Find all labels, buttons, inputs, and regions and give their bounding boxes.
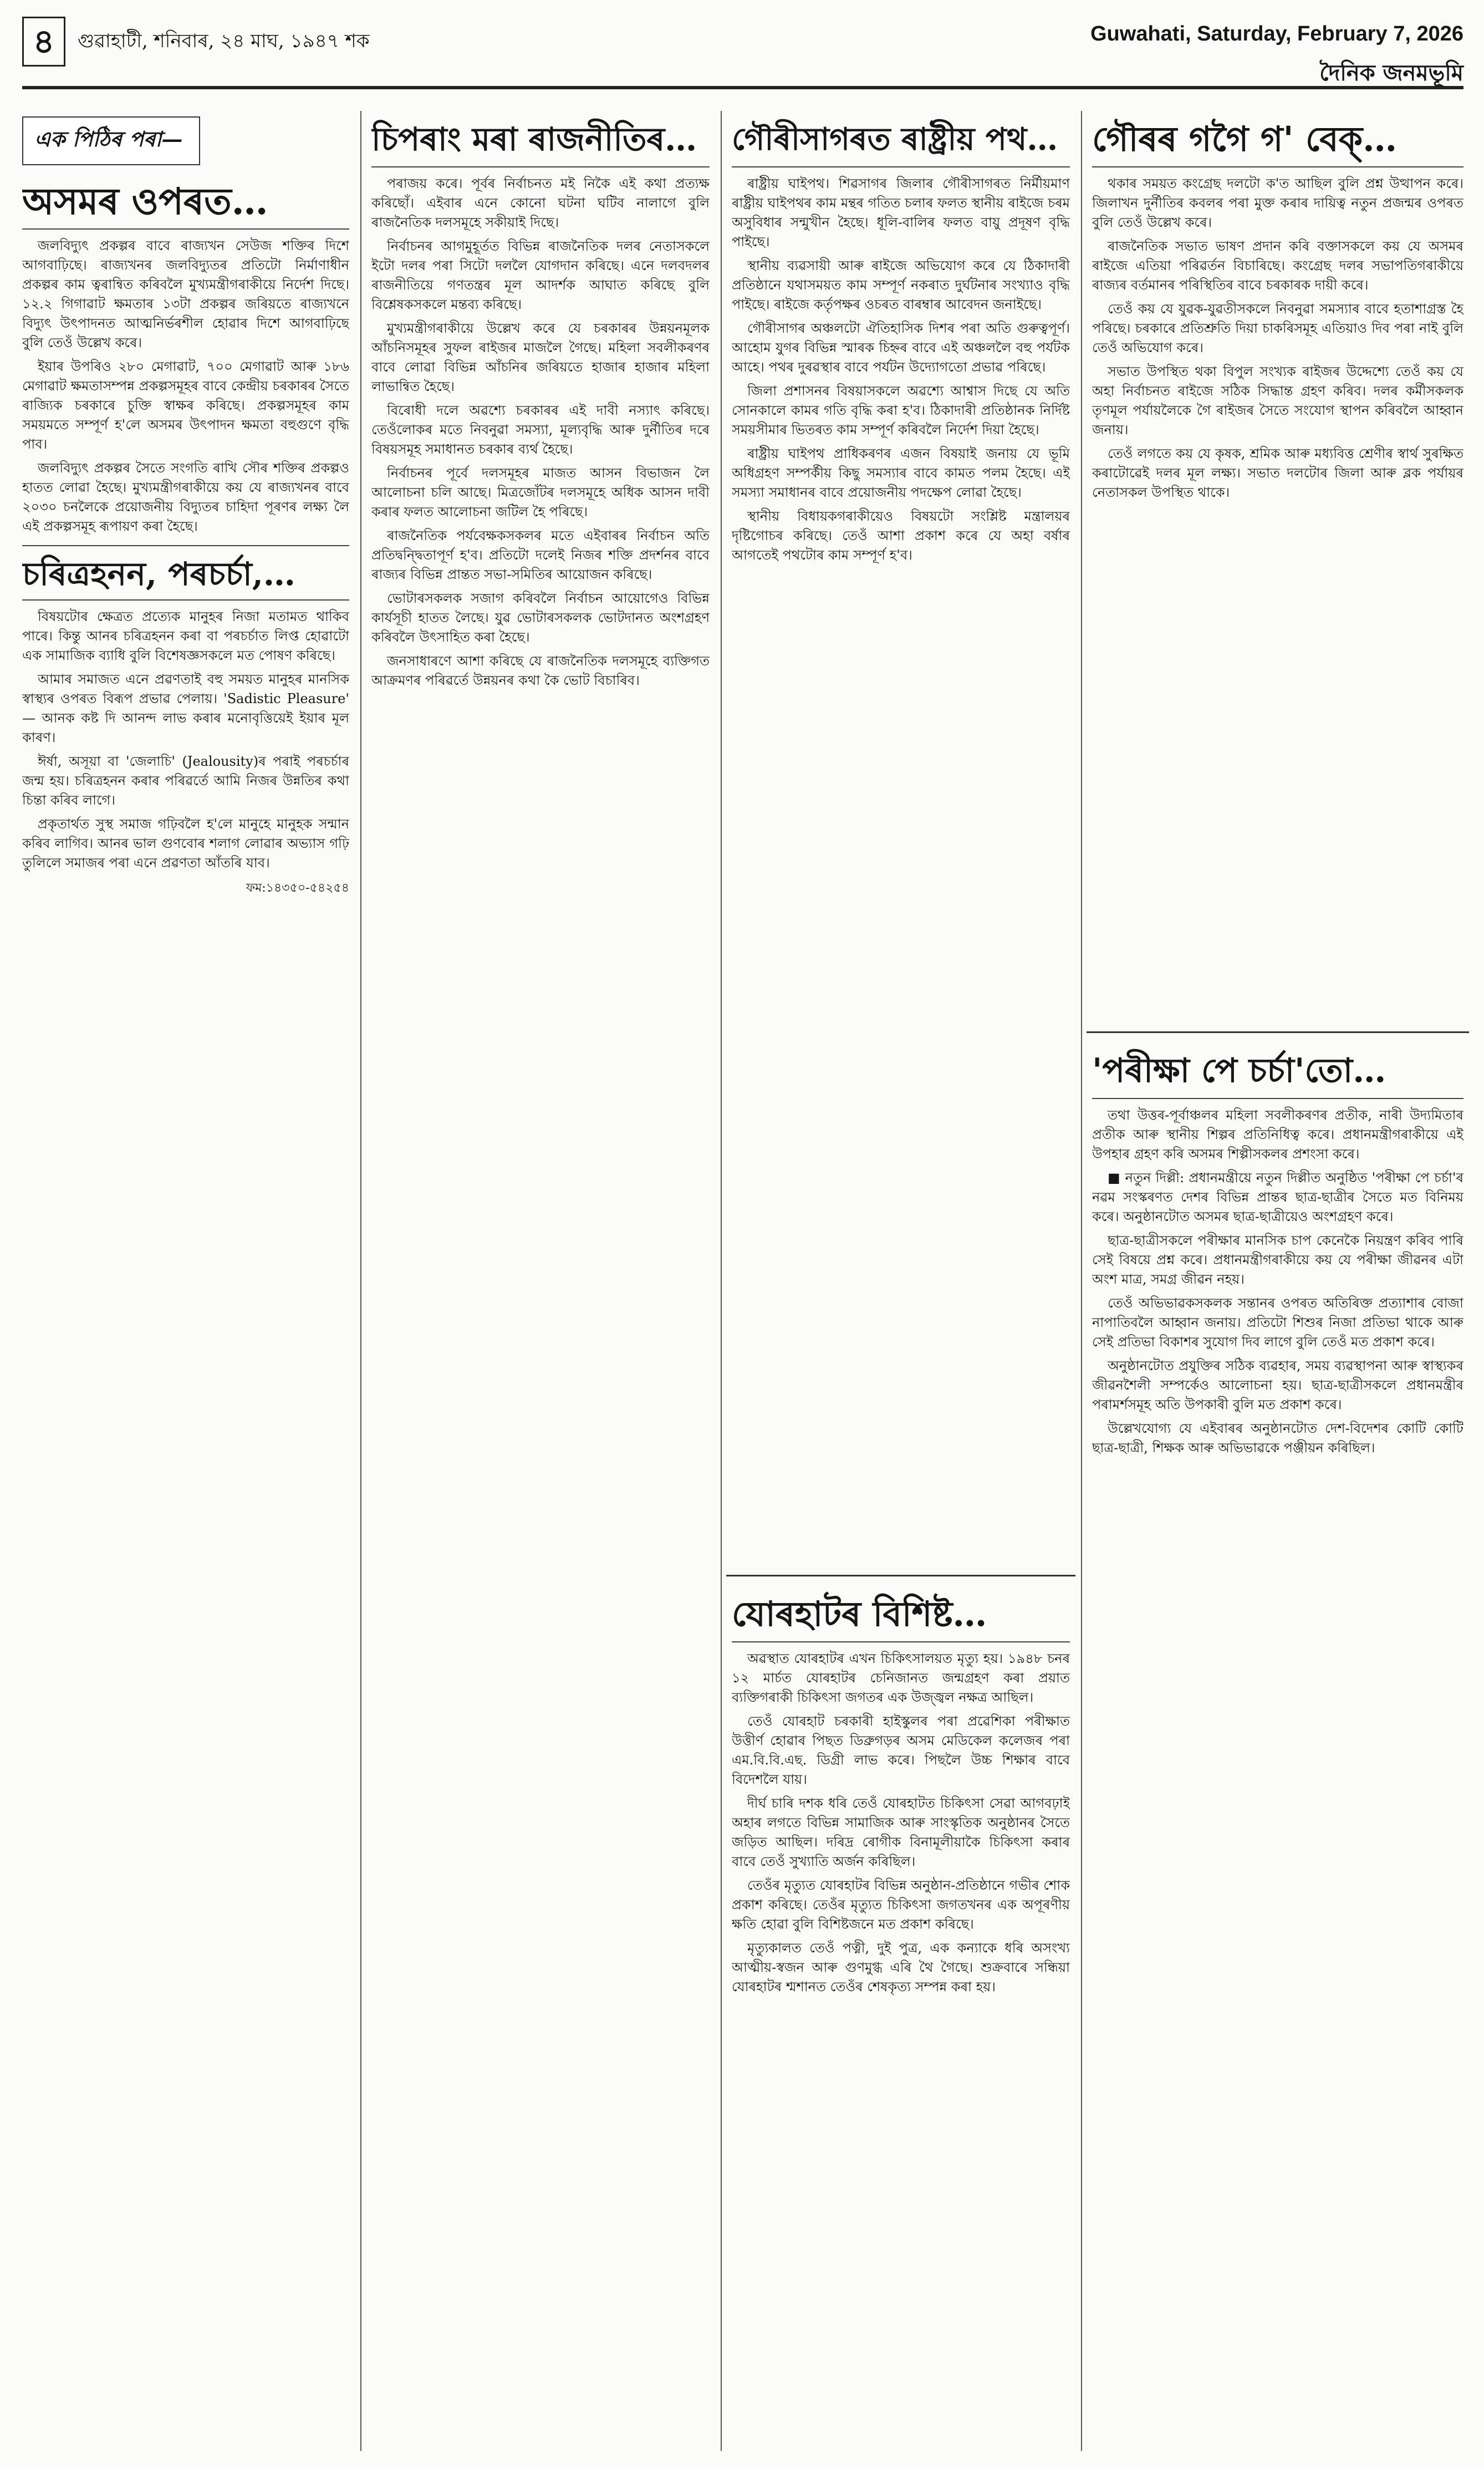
masthead — [22, 17, 1463, 100]
date-english: Guwahati, Saturday, February 7, 2026 — [1090, 22, 1463, 45]
paragraph: ■ নতুন দিল্লী: প্ৰধানমন্ত্ৰীয়ে নতুন দিল্লীত অনুষ্ঠিত 'পৰীক্ষা পে চৰ্চা'ৰ নৱম সংস্কৰণত দেশৰ বিভিন্ন প্ৰান্তৰ ছাত্ৰ-ছাত্ৰীৰ সৈতে মত বিনিময় কৰে। অনুষ্ঠানটোত অসমৰ ছাত্ৰ-ছাত্ৰীয়েও অংশগ্ৰহণ কৰে। — [1092, 1170, 1463, 1224]
paragraph: স্থানীয় বিধায়কগৰাকীয়েও বিষয়টো সংশ্লিষ্ট মন্ত্ৰালয়ৰ দৃষ্টিগোচৰ কৰিছে। তেওঁ আশা প্ৰকাশ কৰে যে অহা বৰ্ষাৰ আগতেই পথটোৰ কাম সম্পূৰ্ণ হ'ব। — [732, 508, 1070, 563]
paragraph: প্ৰকৃতাৰ্থত সুস্থ সমাজ গঢ়িবলৈ হ'লে মানুহে মানুহক সন্মান কৰিব লাগিব। আনৰ ভাল গুণবোৰ শলাগ লোৱাৰ অভ্যাস গঢ়ি তুলিলে সমাজৰ পৰা এনে প্ৰৱণতা আঁতৰি যাব। — [22, 816, 349, 871]
section-divider — [1087, 1031, 1469, 1033]
paragraph: তেওঁ অভিভাৱকসকলক সন্তানৰ ওপৰত অতিৰিক্ত প্ৰত্যাশাৰ বোজা নাপাতিবলৈ আহ্বান জনায়। প্ৰতিটো শিশুৰ নিজা প্ৰতিভা থাকে আৰু সেই প্ৰতিভা বিকাশৰ সুযোগ দিব লাগে বুলি তেওঁ মত প্ৰকাশ কৰে। — [1092, 1295, 1463, 1350]
paragraph: পৰাজয় কৰে। পূৰ্বৰ নিৰ্বাচনত মই নিকৈ এই কথা প্ৰত্যক্ষ কৰিছোঁ। এইবাৰ এনে কোনো ঘটনা ঘটিব নালাগে বুলি ৰাজনৈতিক দলসমূহে সকীয়াই দিছে। — [371, 176, 710, 230]
paragraph: তেওঁ যোৰহাট চৰকাৰী হাইস্কুলৰ পৰা প্ৰৱেশিকা পৰীক্ষাত উত্তীৰ্ণ হোৱাৰ পিছত ডিব্ৰুগড়ৰ অসম মেডিকেল কলেজৰ পৰা এম.বি.বি.এছ. ডিগ্ৰী লাভ কৰে। পিছলৈ উচ্চ শিক্ষাৰ বাবে বিদেশলৈ যায়। — [732, 1713, 1070, 1787]
paragraph: আমাৰ সমাজত এনে প্ৰৱণতাই বহু সময়ত মানুহৰ মানসিক স্বাস্থ্যৰ ওপৰত বিৰূপ প্ৰভাৱ পেলায়। 'Sadistic Pleasure' — আনক কষ্ট দি আনন্দ লাভ কৰাৰ মনোবৃত্তিয়েই ইয়াৰ মূল কাৰণ। — [22, 672, 349, 745]
article-col4 — [1092, 116, 1463, 1015]
article-col3b — [732, 1591, 1070, 2451]
paragraph: তেওঁৰ মৃত্যুত যোৰহাটৰ বিভিন্ন অনুষ্ঠান-প্ৰতিষ্ঠানে গভীৰ শোক প্ৰকাশ কৰিছে। তেওঁৰ মৃত্যুত চিকিৎসা জগতখনৰ এক অপূৰণীয় ক্ষতি হোৱা বুলি বিশিষ্টজনে মত প্ৰকাশ কৰিছে। — [732, 1878, 1070, 1932]
date-assamese: গুৱাহাটী, শনিবাৰ, ২৪ মাঘ, ১৯৪৭ শক — [78, 30, 370, 52]
paragraph: তেওঁ লগতে কয় যে কৃষক, শ্ৰমিক আৰু মধ্যবিত্ত শ্ৰেণীৰ স্বাৰ্থ সুৰক্ষিত কৰাটোৱেই দলৰ মূল লক্ষ্য। সভাত দলটোৰ জিলা আৰু ব্লক পৰ্যায়ৰ নেতাসকল উপস্থিত থাকে। — [1092, 446, 1463, 500]
footnote: ফম:১৪৩৫০-৫৪২৫৪ — [246, 881, 349, 895]
paragraph: অনুষ্ঠানটোত প্ৰযুক্তিৰ সঠিক ব্যৱহাৰ, সময় ব্যৱস্থাপনা আৰু স্বাস্থ্যকৰ জীৱনশৈলী সম্পৰ্কেও আলোচনা হয়। ছাত্ৰ-ছাত্ৰীসকলে প্ৰধানমন্ত্ৰীৰ পৰামৰ্শসমূহ অতি উপকাৰী বুলি মত প্ৰকাশ কৰে। — [1092, 1358, 1463, 1412]
paragraph: বিৰোধী দলে অৱশ্যে চৰকাৰৰ এই দাবী নস্যাৎ কৰিছে। তেওঁলোকৰ মতে নিবনুৱা সমস্যা, মূল্যবৃদ্ধি আৰু দুৰ্নীতিৰ দৰে বিষয়সমূহ সমাধানত চৰকাৰ ব্যৰ্থ হৈছে। — [371, 403, 710, 457]
paragraph: বিষয়টোৰ ক্ষেত্ৰত প্ৰত্যেক মানুহৰ নিজা মতামত থাকিব পাৰে। কিন্তু আনৰ চৰিত্ৰহনন কৰা বা পৰচৰ্চাত লিপ্ত হোৱাটো এক সামাজিক ব্যাধি বুলি বিশেষজ্ঞসকলে মত পোষণ কৰিছে। — [22, 609, 349, 663]
paragraph: দীৰ্ঘ চাৰি দশক ধৰি তেওঁ যোৰহাটত চিকিৎসা সেৱা আগবঢ়াই অহাৰ লগতে বিভিন্ন সামাজিক আৰু সাংস্কৃতিক অনুষ্ঠানৰ সৈতে জড়িত আছিল। দৰিদ্ৰ ৰোগীক বিনামূলীয়াকৈ চিকিৎসা কৰাৰ বাবে তেওঁ সুখ্যাতি অৰ্জন কৰিছিল। — [732, 1795, 1070, 1869]
column-divider — [360, 111, 361, 2451]
paragraph: ৰাজনৈতিক সভাত ভাষণ প্ৰদান কৰি বক্তাসকলে কয় যে অসমৰ ৰাইজে এতিয়া পৰিৱৰ্তন বিচাৰিছে। কংগ্ৰেছ দলৰ সভাপতিগৰাকীয়ে ৰাজ্যৰ বৰ্তমানৰ পৰিস্থিতিৰ বাবে চৰকাৰক দায়ী কৰে। — [1092, 238, 1463, 293]
paragraph: জলবিদ্যুৎ প্ৰকল্পৰ বাবে ৰাজ্যখন সেউজ শক্তিৰ দিশে আগবাঢ়িছে। ৰাজ্যখনৰ জলবিদ্যুতৰ প্ৰতিটো নিৰ্মাণাধীন প্ৰকল্পৰ কাম ত্বৰান্বিত কৰিবলৈ মুখ্যমন্ত্ৰীগৰাকীয়ে নিৰ্দেশ দিছে। ১২.২ গিগাৱাট ক্ষমতাৰ ১৩টা প্ৰকল্পৰ জৰিয়তে ৰাজ্যখনে বিদ্যুৎ উৎপাদনত আত্মনিৰ্ভৰশীল হোৱাৰ দিশে আগবাঢ়িছে বুলি তেওঁ উল্লেখ কৰে। — [22, 238, 349, 350]
headline-gaurisagar: গৌৰীসাগৰত ৰাষ্ট্ৰীয় পথ… — [732, 121, 1058, 157]
article-col3 — [732, 116, 1070, 1558]
paragraph: ৰাষ্ট্ৰীয় ঘাইপথ প্ৰাধিকৰণৰ এজন বিষয়াই জনায় যে ভূমি অধিগ্ৰহণ সম্পৰ্কীয় কিছু সমস্যাৰ বাবে কামত পলম হৈছে। এই সমস্যা সমাধানৰ বাবে প্ৰয়োজনীয় পদক্ষেপ লোৱা হৈছে। — [732, 446, 1070, 500]
paragraph: জনসাধাৰণে আশা কৰিছে যে ৰাজনৈতিক দলসমূহে ব্যক্তিগত আক্ৰমণৰ পৰিৱৰ্তে উন্নয়নৰ কথা কৈ ভোট বিচাৰিব। — [371, 653, 710, 688]
paragraph: থকাৰ সময়ত কংগ্ৰেছ দলটো ক'ত আছিল বুলি প্ৰশ্ন উত্থাপন কৰে। জিলাখন দুৰ্নীতিৰ কবলৰ পৰা মুক্ত কৰাৰ দায়িত্ব নতুন প্ৰজন্মৰ ওপৰত বুলি তেওঁ উল্লেখ কৰে। — [1092, 176, 1463, 230]
paragraph: নিৰ্বাচনৰ আগমুহূৰ্তত বিভিন্ন ৰাজনৈতিক দলৰ নেতাসকলে ইটো দলৰ পৰা সিটো দললৈ যোগদান কৰিছে। এনে দলবদলৰ ৰাজনীতিয়ে গণতন্ত্ৰৰ মূল আদৰ্শক আঘাত কৰিছে বুলি বিশ্লেষকসকলে মন্তব্য কৰিছে। — [371, 238, 710, 312]
paragraph: তথা উত্তৰ-পূৰ্বাঞ্চলৰ মহিলা সবলীকৰণৰ প্ৰতীক, নাৰী উদ্যমিতাৰ প্ৰতীক আৰু স্থানীয় শিল্পৰ প্ৰতিনিধিত্ব কৰে। প্ৰধানমন্ত্ৰীগৰাকীয়ে এই উপহাৰ গ্ৰহণ কৰি অসমৰ শিল্পীসকলৰ প্ৰশংসা কৰে। — [1092, 1107, 1463, 1162]
continued-kicker: এক পিঠিৰ পৰা— — [22, 116, 200, 165]
headline-pariksha: 'পৰীক্ষা পে চৰ্চা'তো… — [1092, 1051, 1386, 1090]
paragraph: ছাত্ৰ-ছাত্ৰীসকলে পৰীক্ষাৰ মানসিক চাপ কেনেকৈ নিয়ন্ত্ৰণ কৰিব পাৰি সেই বিষয়ে প্ৰশ্ন কৰে। প্ৰধানমন্ত্ৰীগৰাকীয়ে কয় যে পৰীক্ষা জীৱনৰ এটা অংশ মাত্ৰ, সমগ্ৰ জীৱন নহয়। — [1092, 1233, 1463, 1287]
header-rule — [22, 86, 1463, 89]
paragraph: জলবিদ্যুৎ প্ৰকল্পৰ সৈতে সংগতি ৰাখি সৌৰ শক্তিৰ প্ৰকল্পও হাতত লোৱা হৈছে। মুখ্যমন্ত্ৰীগৰাকীয়ে কয় যে ৰাজ্যখনৰ বাবে ২০৩০ চনলৈকে প্ৰয়োজনীয় বিদ্যুতৰ চাহিদা পূৰণৰ লক্ষ্য লৈ এই প্ৰকল্পসমূহ ৰূপায়ণ কৰা হৈছে। — [22, 460, 349, 534]
paragraph: ঈৰ্ষা, অসূয়া বা 'জেলাচি' (Jealousity)ৰ পৰাই পৰচৰ্চাৰ জন্ম হয়। চৰিত্ৰহনন কৰাৰ পৰিৱৰ্তে আমি নিজৰ উন্নতিৰ কথা চিন্তা কৰিব লাগে। — [22, 754, 349, 808]
article-col1 — [22, 116, 349, 2451]
paragraph: মুখ্যমন্ত্ৰীগৰাকীয়ে উল্লেখ কৰে যে চৰকাৰৰ উন্নয়নমূলক আঁচনিসমূহৰ সুফল ৰাইজৰ মাজলৈ গৈছে। মহিলা সবলীকৰণৰ বাবে লোৱা বিভিন্ন আঁচনিৰ জৰিয়তে হাজাৰ হাজাৰ মহিলা লাভান্বিত হৈছে। — [371, 321, 710, 394]
paragraph: গৌৰীসাগৰ অঞ্চলটো ঐতিহাসিক দিশৰ পৰা অতি গুৰুত্বপূৰ্ণ। আহোম যুগৰ বিভিন্ন স্মাৰক চিহ্নৰ বাবে এই অঞ্চললৈ বহু পৰ্যটক আহে। পথৰ দুৰৱস্থাৰ বাবে পৰ্যটন উদ্যোগতো প্ৰভাৱ পৰিছে। — [732, 321, 1070, 375]
newspaper-name: দৈনিক জনমভূমি — [1319, 60, 1463, 86]
article-col4b — [1092, 1048, 1463, 2451]
headline-character: চৰিত্ৰহনন, পৰচৰ্চা,… — [22, 555, 295, 593]
headline-assam: অসমৰ ওপৰত… — [22, 180, 268, 223]
paragraph: ভোটাৰসকলক সজাগ কৰিবলৈ নিৰ্বাচন আয়োগেও বিভিন্ন কাৰ্যসূচী হাতত লৈছে। যুৱ ভোটাৰসকলক ভোটদানত অংশগ্ৰহণ কৰিবলৈ উৎসাহিত কৰা হৈছে। — [371, 591, 710, 645]
paragraph: উল্লেখযোগ্য যে এইবাৰৰ অনুষ্ঠানটোত দেশ-বিদেশৰ কোটি কোটি ছাত্ৰ-ছাত্ৰী, শিক্ষক আৰু অভিভাৱকে পঞ্জীয়ন কৰিছিল। — [1092, 1421, 1463, 1456]
column-divider — [721, 111, 722, 2451]
paragraph: ইয়াৰ উপৰিও ২৮০ মেগাৱাট, ৭০০ মেগাৱাট আৰু ১৮৬ মেগাৱাট ক্ষমতাসম্পন্ন প্ৰকল্পসমূহৰ বাবে কেন্দ্ৰীয় চৰকাৰৰ সৈতে ৰাজ্যিক চৰকাৰে চুক্তি স্বাক্ষৰ কৰিছে। প্ৰকল্পসমূহৰ কাম সময়মতে সম্পূৰ্ণ হ'লে অসমৰ উৎপাদন ক্ষমতা বহুগুণে বৃদ্ধি পাব। — [22, 359, 349, 452]
paragraph: নিৰ্বাচনৰ পূৰ্বে দলসমূহৰ মাজত আসন বিভাজন লৈ আলোচনা চলি আছে। মিত্ৰজোঁটৰ দলসমূহে অধিক আসন দাবী কৰাৰ ফলত আলোচনা জটিল হৈ পৰিছে। — [371, 465, 710, 520]
headline-gaurav-gogoi: গৌৰৰ গগৈ গ' বেক্… — [1092, 119, 1398, 159]
section-divider — [726, 1575, 1075, 1576]
paragraph: মৃত্যুকালত তেওঁ পত্নী, দুই পুত্ৰ, এক কন্যাকে ধৰি অসংখ্য আত্মীয়-স্বজন আৰু গুণমুগ্ধ এৰি থৈ গৈছে। শুক্ৰবাৰে সন্ধিয়া যোৰহাটৰ শ্মশানত তেওঁৰ শেষকৃত্য সম্পন্ন কৰা হয়। — [732, 1940, 1070, 1995]
paragraph: স্থানীয় ব্যৱসায়ী আৰু ৰাইজে অভিযোগ কৰে যে ঠিকাদাৰী প্ৰতিষ্ঠানে যথাসময়ত কাম সম্পূৰ্ণ নকৰাত দুৰ্ঘটনাৰ সংখ্যাও বৃদ্ধি পাইছে। ৰাইজে কৰ্তৃপক্ষৰ ওচৰত বাৰম্বাৰ আবেদন জনাইছে। — [732, 258, 1070, 312]
paragraph: জিলা প্ৰশাসনৰ বিষয়াসকলে অৱশ্যে আশ্বাস দিছে যে অতি সোনকালে কামৰ গতি বৃদ্ধি কৰা হ'ব। ঠিকাদাৰী প্ৰতিষ্ঠানক নিৰ্দিষ্ট সময়সীমাৰ ভিতৰত কাম সম্পূৰ্ণ কৰিবলৈ নিৰ্দেশ দিয়া হৈছে। — [732, 383, 1070, 438]
article-col2 — [371, 116, 710, 2451]
paragraph: তেওঁ কয় যে যুৱক-যুৱতীসকলে নিবনুৱা সমস্যাৰ বাবে হতাশাগ্ৰস্ত হৈ পৰিছে। চৰকাৰে প্ৰতিশ্ৰুতি দিয়া চাকৰিসমূহ এতিয়াও দিব পৰা নাই বুলি তেওঁ অভিযোগ কৰে। — [1092, 301, 1463, 355]
paragraph: ৰাজনৈতিক পৰ্যবেক্ষকসকলৰ মতে এইবাৰৰ নিৰ্বাচন অতি প্ৰতিদ্বন্দ্বিতাপূৰ্ণ হ'ব। প্ৰতিটো দলেই নিজৰ শক্তি প্ৰদৰ্শনৰ বাবে ৰাজ্যৰ বিভিন্ন প্ৰান্তত সভা-সমিতিৰ আয়োজন কৰিছে। — [371, 528, 710, 582]
paragraph: সভাত উপস্থিত থকা বিপুল সংখ্যক ৰাইজৰ উদ্দেশ্যে তেওঁ কয় যে অহা নিৰ্বাচনত ৰাইজে সঠিক সিদ্ধান্ত গ্ৰহণ কৰিব। দলৰ কৰ্মীসকলক তৃণমূল পৰ্যায়লৈকে গৈ ৰাইজৰ সৈতে সংযোগ স্থাপন কৰিবলৈ আহ্বান জনায়। — [1092, 364, 1463, 438]
headline-politics: চিপৰাং মৰা ৰাজনীতিৰ… — [371, 120, 697, 158]
paragraph: অৱস্থাত যোৰহাটৰ এখন চিকিৎসালয়ত মৃত্যু হয়। ১৯৪৮ চনৰ ১২ মাৰ্চত যোৰহাটৰ চেনিজানত জন্মগ্ৰহণ কৰা প্ৰয়াত ব্যক্তিগৰাকী চিকিৎসা জগতৰ এক উজ্জ্বল নক্ষত্ৰ আছিল। — [732, 1651, 1070, 1705]
page-number: ৪ — [22, 17, 65, 67]
column-divider — [1081, 111, 1082, 2451]
paragraph: ৰাষ্ট্ৰীয় ঘাইপথ। শিৱসাগৰ জিলাৰ গৌৰীসাগৰত নিৰ্মীয়মাণ ৰাষ্ট্ৰীয় ঘাইপথৰ কাম মন্থৰ গতিত চলাৰ ফলত স্থানীয় ৰাইজে চৰম অসুবিধাৰ সন্মুখীন হৈছে। ধূলি-বালিৰ ফলত বায়ু প্ৰদূষণ বৃদ্ধি পাইছে। — [732, 176, 1070, 250]
headline-jorhat: যোৰহাটৰ বিশিষ্ট… — [732, 1594, 987, 1634]
